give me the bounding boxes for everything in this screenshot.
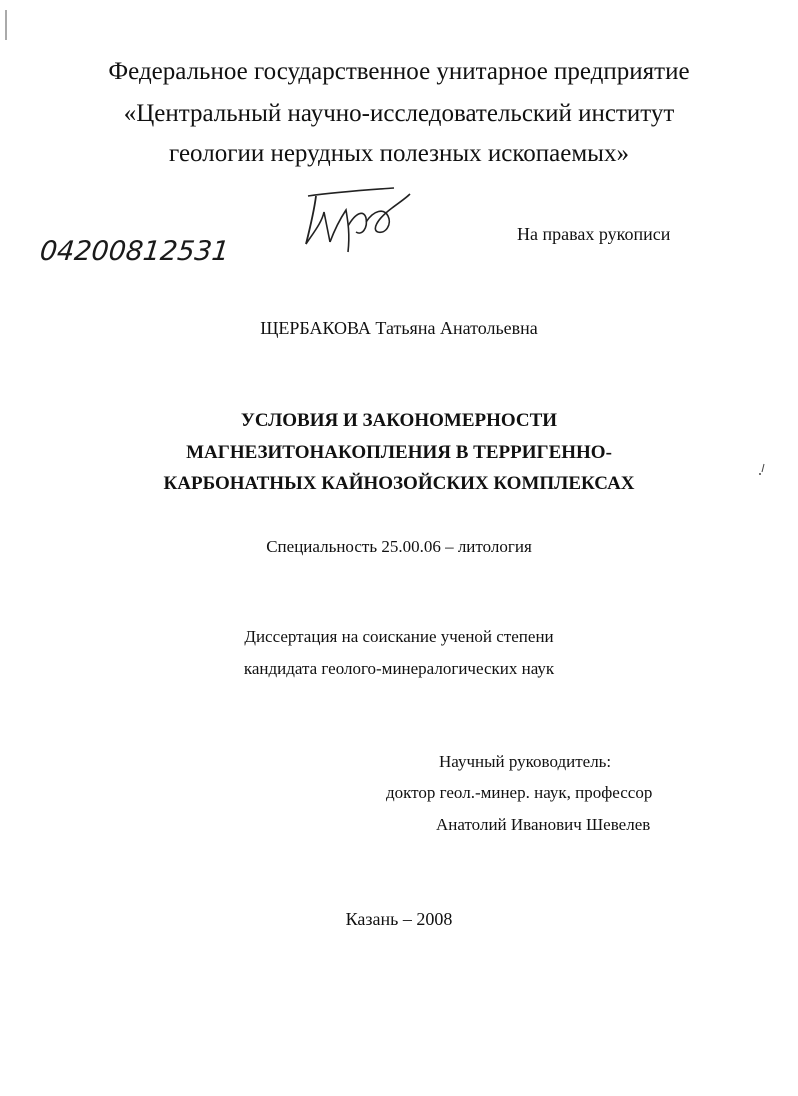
organization-line-3: геологии нерудных полезных ископаемых»: [169, 140, 629, 167]
supervisor-degree: доктор геол.-минер. наук, профессор: [386, 783, 653, 802]
author-name: ЩЕРБАКОВА Татьяна Анатольевна: [260, 318, 538, 338]
organization-line-2: «Центральный научно-исследовательский институт: [123, 100, 675, 127]
dissertation-line-1: Диссертация на соискание ученой степени: [244, 627, 554, 646]
thesis-title-line-2: МАГНЕЗИТОНАКОПЛЕНИЯ В ТЕРРИГЕННО-: [186, 442, 612, 463]
specialty: Специальность 25.00.06 – литология: [266, 537, 532, 556]
supervisor-name: Анатолий Иванович Шевелев: [436, 815, 651, 834]
organization-line-1: Федеральное государственное унитарное предприятие: [108, 58, 690, 85]
scan-edge-mark: [0, 0, 20, 50]
dissertation-line-2: кандидата геолого-минералогических наук: [243, 659, 555, 678]
scan-speck: [756, 462, 768, 478]
thesis-title-line-1: УСЛОВИЯ И ЗАКОНОМЕРНОСТИ: [240, 410, 558, 431]
handwritten-signature: [296, 182, 416, 262]
thesis-title-line-3: КАРБОНАТНЫХ КАЙНОЗОЙСКИХ КОМПЛЕКСАХ: [163, 473, 635, 494]
supervisor-label: Научный руководитель:: [439, 752, 612, 771]
registration-number-handwritten: 04200812531: [38, 236, 231, 267]
place-and-year: Казань – 2008: [345, 909, 453, 929]
manuscript-note: На правах рукописи: [517, 224, 671, 244]
